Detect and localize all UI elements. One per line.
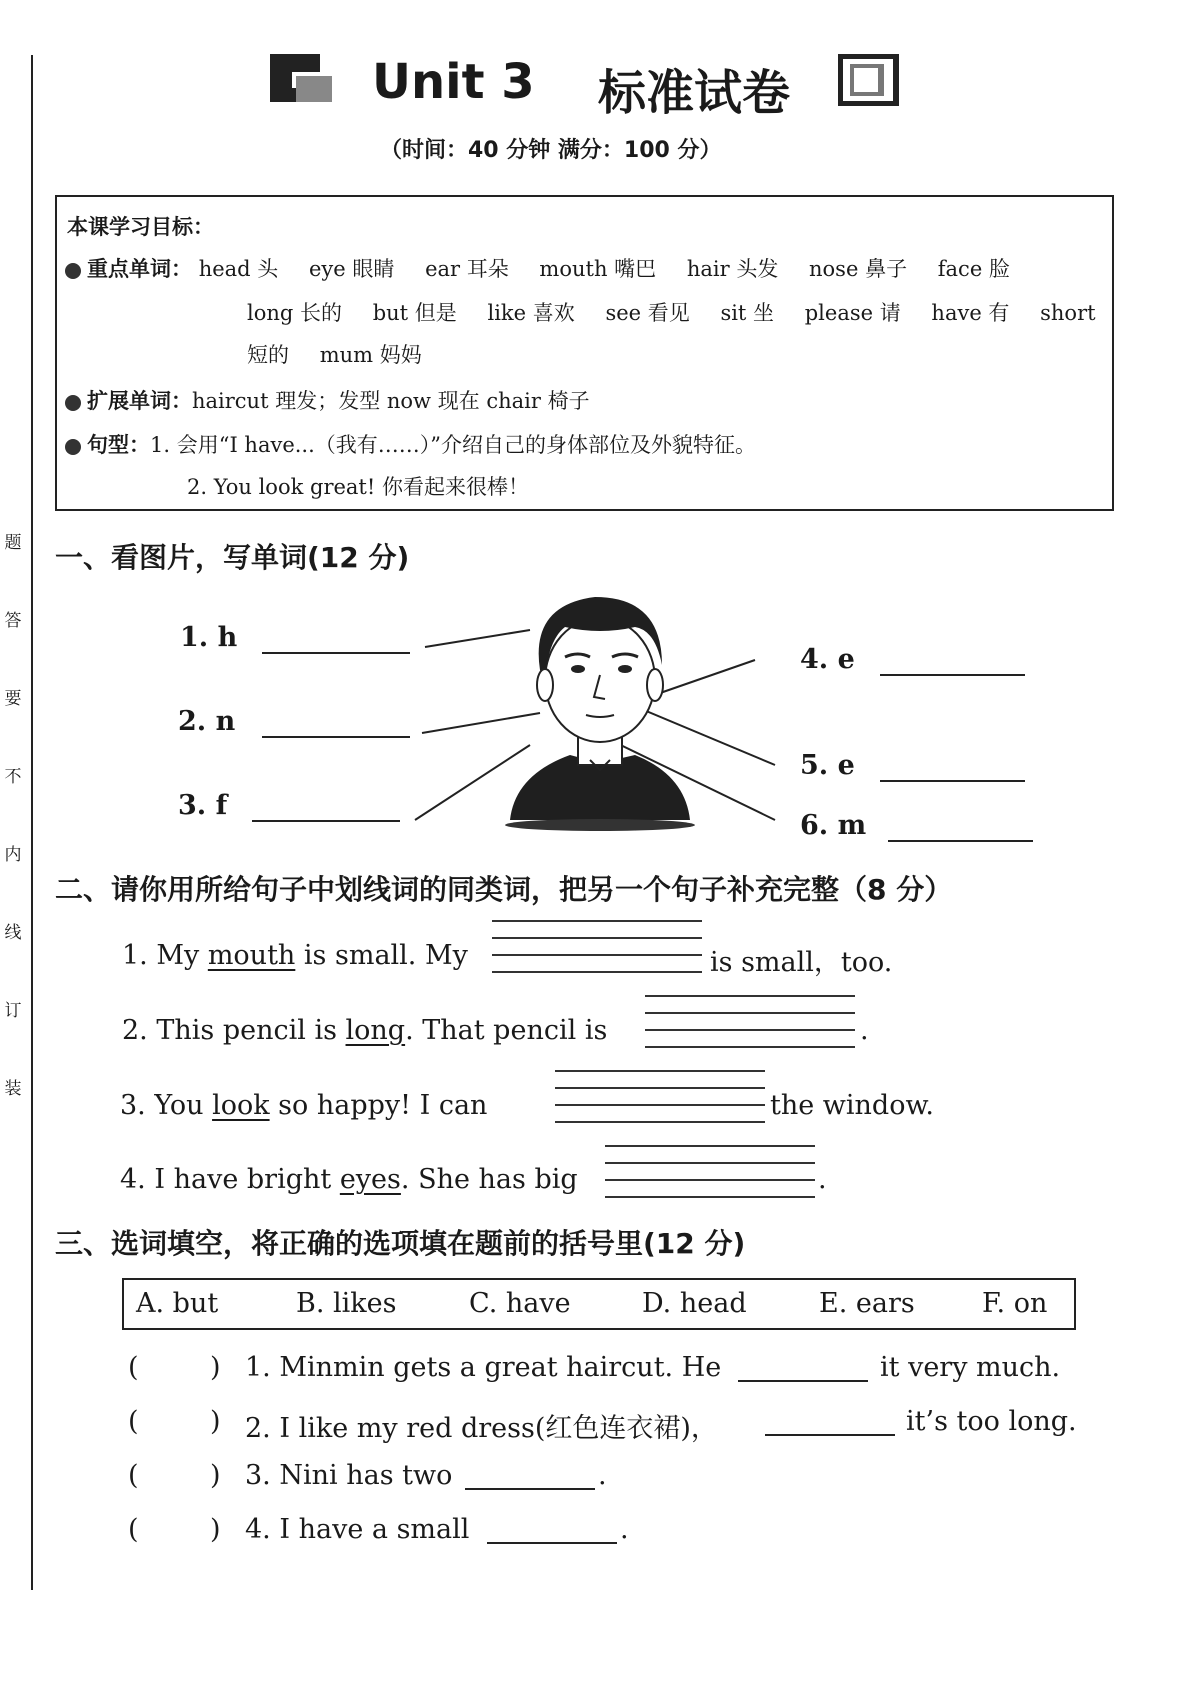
face-label-1: 1. h	[180, 622, 238, 653]
pattern-1: 1. 会用“I have...（我有……）”介绍自己的身体部位及外貌特征。	[150, 433, 757, 457]
face-label-4: 4. e	[800, 644, 855, 675]
vocab-word: short	[1040, 301, 1096, 325]
sentence-pattern-row	[65, 429, 756, 459]
vocab-word: like 喜欢	[487, 301, 575, 325]
bullet-icon	[65, 263, 81, 279]
answer-paren-open[interactable]: (	[128, 1352, 139, 1383]
underlined-word: long	[345, 1015, 406, 1046]
s2-q3-end: the window.	[770, 1090, 934, 1121]
answer-blank[interactable]	[487, 1542, 617, 1544]
s2-question-1	[122, 940, 468, 971]
s2-q1-text: is small. My	[295, 940, 468, 971]
s2-q2-end: .	[860, 1015, 869, 1046]
answer-blank[interactable]	[738, 1380, 868, 1382]
choice-option: E. ears	[819, 1288, 915, 1319]
answer-blank[interactable]	[888, 840, 1033, 842]
answer-blank[interactable]	[252, 820, 400, 822]
vocab-word: have 有	[931, 301, 1010, 325]
s2-q4-text: 4. I have bright	[120, 1164, 340, 1195]
vocab-word: face 脸	[937, 257, 1010, 281]
choice-option: A. but	[136, 1288, 219, 1319]
s3-q2-end: it’s too long.	[906, 1406, 1077, 1437]
s3-question-1: 1. Minmin gets a great haircut. He	[245, 1352, 722, 1383]
underlined-word: look	[212, 1090, 270, 1121]
side-char: 答	[4, 611, 22, 631]
side-char: 不	[4, 767, 22, 787]
s2-q1-end: is small，too.	[710, 947, 893, 978]
vocab-word: long 长的	[247, 301, 343, 325]
binding-margin-line	[31, 55, 33, 1590]
face-label-6: 6. m	[800, 810, 867, 841]
page-header	[0, 52, 1190, 122]
s2-q1-text: 1. My	[122, 940, 208, 971]
s3-q3-end: .	[598, 1460, 607, 1491]
vocab-word: ear 耳朵	[425, 257, 509, 281]
objectives-heading: 本课学习目标：	[67, 215, 214, 239]
answer-blank[interactable]	[765, 1434, 895, 1436]
side-char: 题	[4, 533, 22, 553]
s3-question-3: 3. Nini has two	[245, 1460, 453, 1491]
key-words-row	[65, 253, 1010, 283]
answer-blank[interactable]	[262, 736, 410, 738]
s2-q3-text: so happy! I can	[269, 1090, 488, 1121]
answer-paren-close: )	[210, 1406, 221, 1437]
choice-option: C. have	[469, 1288, 571, 1319]
underlined-word: mouth	[207, 940, 296, 971]
vocab-word: nose 鼻子	[809, 257, 908, 281]
binding-side-text	[2, 535, 24, 1159]
side-char: 订	[4, 1001, 22, 1021]
answer-blank[interactable]	[880, 780, 1025, 782]
s2-question-2	[122, 1015, 607, 1046]
section1-title: 一、看图片，写单词(12 分)	[55, 541, 410, 574]
bullet-icon	[65, 439, 81, 455]
choice-option: D. head	[642, 1288, 747, 1319]
vocab-word: hair 头发	[686, 257, 779, 281]
time-info: （时间：40 分钟 满分：100 分）	[380, 138, 722, 163]
s3-q1-end: it very much.	[880, 1352, 1061, 1383]
objectives-box	[55, 195, 1114, 511]
underlined-word: eyes	[339, 1164, 401, 1195]
answer-paren-close: )	[210, 1460, 221, 1491]
s2-q3-text: 3. You	[120, 1090, 213, 1121]
title-decoration-icon	[270, 54, 332, 104]
answer-paren-open[interactable]: (	[128, 1406, 139, 1437]
s2-question-4	[120, 1164, 578, 1195]
s3-question-4: 4. I have a small	[245, 1514, 470, 1545]
s2-question-3	[120, 1090, 487, 1121]
s2-q4-end: .	[818, 1164, 827, 1195]
answer-blank[interactable]	[465, 1488, 595, 1490]
four-line-blank[interactable]	[555, 1070, 765, 1128]
key-words-row	[247, 339, 422, 369]
title-box-icon	[838, 54, 900, 106]
face-label-2: 2. n	[178, 706, 236, 737]
s3-question-2: 2. I like my red dress(红色连衣裙)，	[245, 1413, 718, 1444]
answer-blank[interactable]	[262, 652, 410, 654]
side-char: 线	[4, 923, 22, 943]
answer-blank[interactable]	[880, 674, 1025, 676]
key-words-label: 重点单词：	[87, 257, 192, 281]
page-title: 标准试卷	[598, 65, 791, 121]
vocab-word: head 头	[198, 257, 279, 281]
four-line-blank[interactable]	[492, 920, 702, 978]
ext-words: haircut 理发；发型 now 现在 chair 椅子	[192, 389, 590, 413]
bullet-icon	[65, 395, 81, 411]
answer-paren-open[interactable]: (	[128, 1460, 139, 1491]
s2-q2-text: . That pencil is	[405, 1015, 608, 1046]
vocab-word: sit 坐	[720, 301, 775, 325]
section3-title: 三、选词填空，将正确的选项填在题前的括号里(12 分)	[55, 1227, 746, 1260]
side-char: 内	[4, 845, 22, 865]
four-line-blank[interactable]	[605, 1145, 815, 1203]
side-char: 要	[4, 689, 22, 709]
answer-paren-open[interactable]: (	[128, 1514, 139, 1545]
vocab-word: please 请	[804, 301, 901, 325]
section2-title: 二、请你用所给句子中划线词的同类词，把另一个句子补充完整（8 分）	[55, 873, 953, 906]
face-label-3: 3. f	[178, 790, 228, 821]
side-char: 装	[4, 1079, 22, 1099]
s3-q4-end: .	[620, 1514, 629, 1545]
vocab-word: mum 妈妈	[319, 343, 422, 367]
vocab-word: eye 眼睛	[308, 257, 395, 281]
face-illustration-icon	[400, 585, 800, 845]
vocab-word: but 但是	[372, 301, 457, 325]
s2-q4-text: . She has big	[400, 1164, 578, 1195]
pattern-2: 2. You look great! 你看起来很棒！	[187, 475, 529, 499]
unit-label: Unit 3	[372, 54, 535, 110]
ext-words-label: 扩展单词：	[87, 389, 192, 413]
choice-option: F. on	[982, 1288, 1048, 1319]
choice-option: B. likes	[296, 1288, 397, 1319]
extension-words-row	[65, 385, 590, 415]
key-words-row	[247, 297, 1096, 327]
four-line-blank[interactable]	[645, 995, 855, 1053]
word-choices-box	[122, 1278, 1076, 1330]
face-label-5: 5. e	[800, 750, 855, 781]
answer-paren-close: )	[210, 1514, 221, 1545]
s2-q2-text: 2. This pencil is	[122, 1015, 346, 1046]
vocab-word: 短的	[247, 343, 289, 367]
vocab-word: see 看见	[605, 301, 690, 325]
vocab-word: mouth 嘴巴	[539, 257, 657, 281]
answer-paren-close: )	[210, 1352, 221, 1383]
pattern-label: 句型：	[87, 433, 150, 457]
